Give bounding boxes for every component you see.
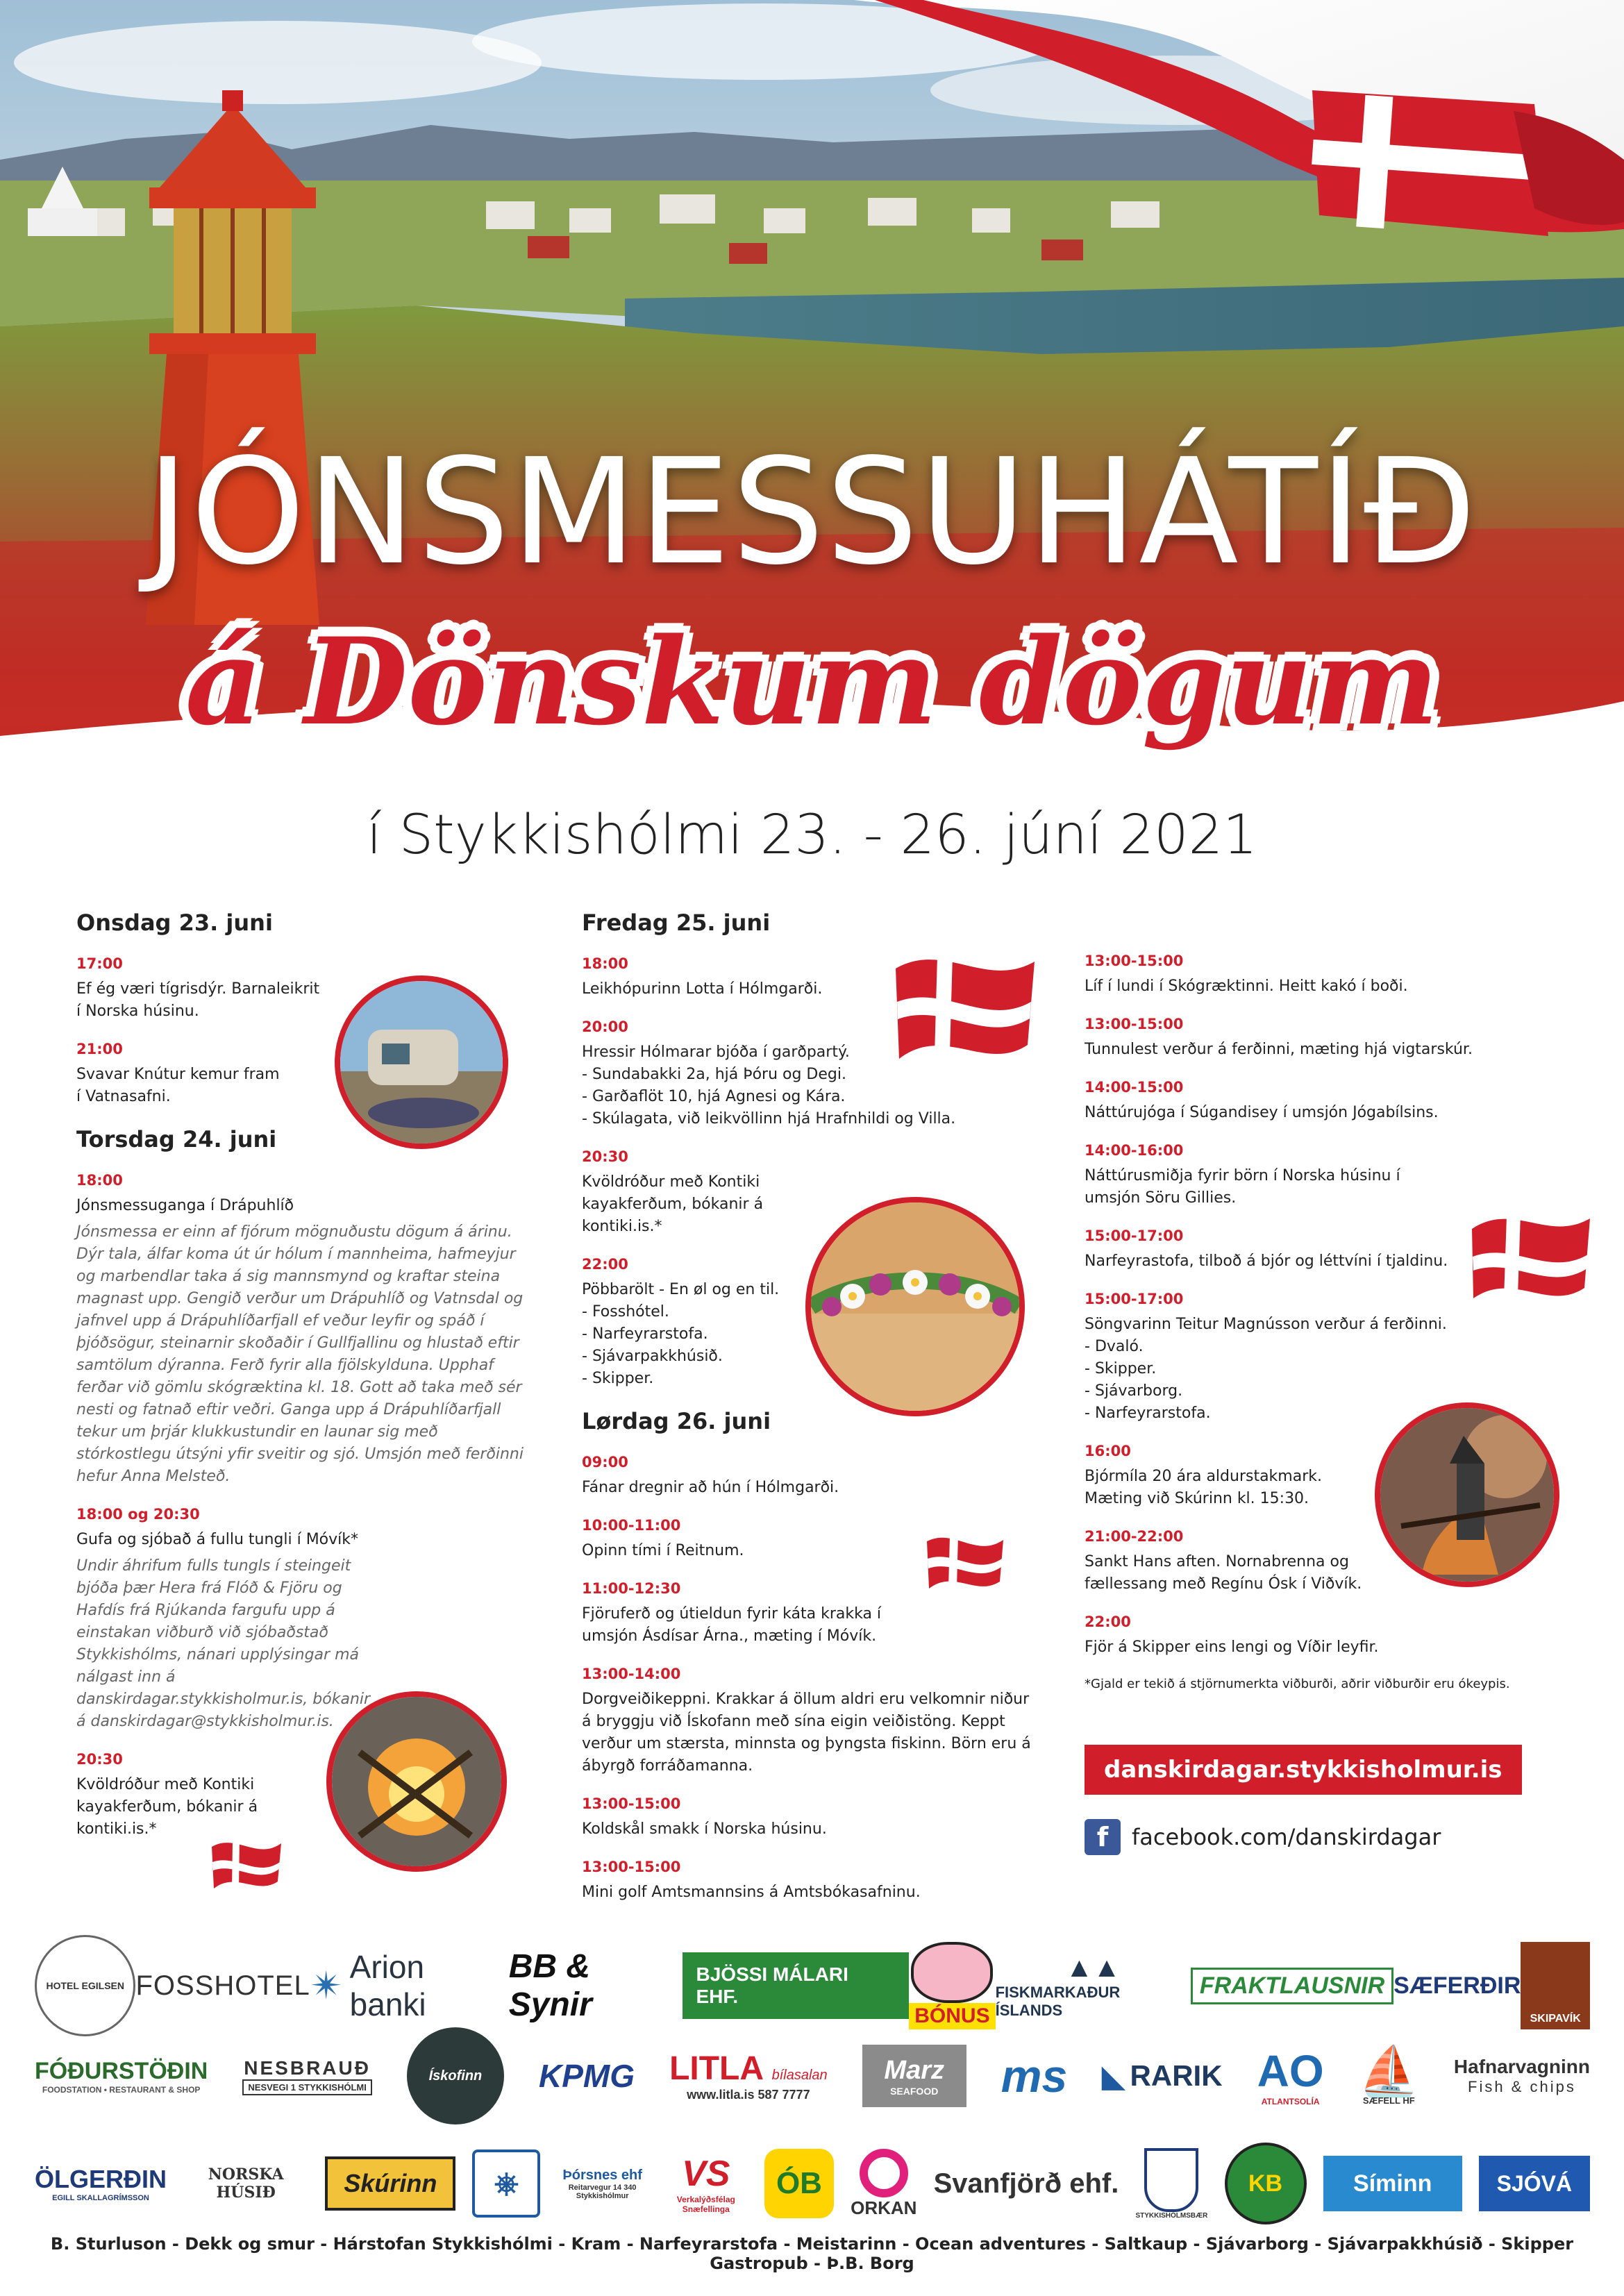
- event-text: Sankt Hans aften. Nornabrenna og fællessang með Regínu Ósk í Viðvík.: [1085, 1553, 1362, 1593]
- event-item: [582, 1454, 1040, 1499]
- event-text: Dorgveiðikeppni. Krakkar á öllum aldri eru velkomnir niður á bryggju við Ískofann með sína eigin veiðistöng. Keppt verður um stærsta, minnsta og þyngsta fiskinn. Börn eru á ábyrgð forráðamanna.: [582, 1691, 1031, 1775]
- crest-icon: [1144, 2148, 1198, 2212]
- event-item: [1085, 1016, 1557, 1061]
- event-item: [1085, 1528, 1362, 1595]
- event-time: 13:00-14:00: [582, 1666, 681, 1682]
- sponsor-logo: ✴ Arion banki: [310, 1949, 426, 2022]
- facebook-url: facebook.com/danskirdagar: [1132, 1824, 1441, 1850]
- orkan-ring-icon: [860, 2149, 908, 2197]
- event-time: 18:00: [76, 1172, 123, 1189]
- event-text: Narfeyrastofa, tilboð á bjór og léttvíni í tjaldinu.: [1085, 1252, 1448, 1270]
- event-text: Bjórmíla 20 ára aldurstakmark. Mæting við Skúrinn kl. 15:30.: [1085, 1468, 1322, 1507]
- event-time: 22:00: [582, 1256, 628, 1273]
- page-title: JÓNSMESSUHÁTÍÐ: [146, 427, 1478, 597]
- danish-flag-icon: [1465, 1201, 1597, 1315]
- event-time: 20:00: [582, 1019, 628, 1035]
- event-text: Tunnulest verður á ferðinni, mæting hjá vigtarskúr.: [1085, 1041, 1473, 1058]
- danish-flag-icon: [923, 1527, 1007, 1600]
- event-text: Fjör á Skipper eins lengi og Víðir leyfir.: [1085, 1639, 1379, 1656]
- event-item: [582, 1666, 1040, 1777]
- event-time: 21:00-22:00: [1085, 1528, 1184, 1545]
- event-time: 15:00-17:00: [1085, 1291, 1184, 1307]
- sponsor-logo: NESBRAUÐ NESVEGI 1 STYKKISHÓLMI: [242, 2057, 371, 2095]
- event-text: Fánar dregnir að hún í Hólmgarði.: [582, 1479, 839, 1496]
- list-item: - Sjávarpakkhúsið.: [582, 1346, 818, 1368]
- event-text: Söngvarinn Teitur Magnússon verður á ferðinni.: [1085, 1316, 1447, 1333]
- sponsor-logo: SÆFERÐIR: [1393, 1972, 1521, 1999]
- list-item: - Skipper.: [1085, 1358, 1557, 1380]
- event-time: 20:30: [76, 1751, 123, 1768]
- website-link[interactable]: danskirdagar.stykkisholmur.is: [1085, 1745, 1522, 1795]
- sponsor-row-1: [35, 1944, 1590, 2027]
- event-item: [582, 1795, 1040, 1841]
- event-text: Leikhópurinn Lotta í Hólmgarði.: [582, 980, 823, 998]
- event-item: [582, 1256, 818, 1390]
- sponsor-logo: FOSSHOTEL: [135, 1970, 310, 2001]
- flower-crown-photo: [805, 1197, 1025, 1416]
- sponsor-logo: ORKAN: [851, 2149, 916, 2219]
- ship-wheel-icon: ⎈: [472, 2150, 540, 2218]
- list-item: - Dvaló.: [1085, 1336, 1557, 1358]
- event-time: 13:00-15:00: [1085, 1016, 1184, 1032]
- list-item: - Fosshótel.: [582, 1301, 818, 1323]
- mountain-icon: ▲▲: [1065, 1952, 1121, 1983]
- facebook-link[interactable]: [1085, 1819, 1441, 1855]
- event-time: 22:00: [1085, 1614, 1131, 1630]
- event-item: [76, 1041, 285, 1108]
- sponsor-row-2: [35, 2027, 1590, 2125]
- event-text: Náttúrujóga í Súgandisey í umsjón Jógabílsins.: [1085, 1104, 1439, 1121]
- list-item: - Narfeyrarstofa.: [582, 1323, 818, 1346]
- event-time: 17:00: [76, 955, 123, 972]
- event-time: 18:00: [582, 955, 628, 972]
- event-item: [76, 1506, 382, 1733]
- sponsor-logo: KPMG: [539, 2058, 635, 2094]
- event-item: [76, 1172, 535, 1488]
- sponsor-logo: Skúrinn: [325, 2156, 455, 2211]
- event-text: Jónsmessuganga í Drápuhlíð: [76, 1197, 294, 1214]
- event-item: [1085, 1443, 1362, 1510]
- day-heading: Torsdag 24. juni: [76, 1126, 277, 1153]
- sponsor-logo: ms: [1001, 2050, 1068, 2102]
- pig-icon: [911, 1942, 993, 2003]
- event-item: [76, 955, 326, 1023]
- event-time: 13:00-15:00: [582, 1859, 681, 1875]
- sponsor-logo: Ískofinn: [407, 2027, 504, 2125]
- event-text: Svavar Knútur kemur fram í Vatnasafni.: [76, 1066, 280, 1105]
- event-item: [1085, 953, 1557, 998]
- list-item: - Narfeyrarstofa.: [1085, 1402, 1557, 1425]
- event-description: Undir áhrifum fulls tungls í steingeit bjóða þær Hera frá Flóð & Fjöru og Hafdís frá Rjúkanda fargufu upp á einstakan viðburð við sjóbaðstað Stykkishólms, nánari upplýsingar má nálgast inn á danskirdagar.stykkisholmur.is, bókanir á danskirdagar@stykkisholmur.is.: [76, 1557, 371, 1730]
- event-time: 14:00-16:00: [1085, 1142, 1184, 1159]
- witch-photo: [1375, 1402, 1559, 1587]
- list-item: - Skúlagata, við leikvöllinn hjá Hrafnhildi og Villa.: [582, 1108, 1040, 1130]
- event-text: Kvöldróður með Kontiki kayakferðum, bókanir á kontiki.is.*: [582, 1173, 764, 1235]
- campfire-photo: [326, 1691, 507, 1872]
- venue-list: [582, 1301, 818, 1390]
- sponsor-logo: Þórsnes ehf Reitarvegur 14 340 Stykkishólmur: [562, 2167, 642, 2200]
- event-time: 11:00-12:30: [582, 1580, 681, 1597]
- event-text: Mini golf Amtsmannsins á Amtsbókasafninu.: [582, 1884, 921, 1901]
- event-time: 13:00-15:00: [582, 1795, 681, 1812]
- event-item: [582, 1580, 908, 1648]
- event-text: Gufa og sjóbað á fullu tungli í Móvík*: [76, 1531, 359, 1548]
- sponsor-logo: FÓÐURSTÖÐIN FOODSTATION • RESTAURANT & SHOP: [35, 2057, 208, 2095]
- event-time: 13:00-15:00: [1085, 953, 1184, 969]
- day-heading: Onsdag 23. juni: [76, 910, 273, 936]
- event-item: [582, 1148, 811, 1238]
- sponsor-logo: Síminn: [1323, 2156, 1462, 2211]
- danish-flag-icon: [208, 1833, 285, 1898]
- sponsor-logo: KB: [1225, 2143, 1307, 2224]
- danish-flag-icon: [889, 941, 1041, 1075]
- sponsor-logo: SJÓVÁ: [1479, 2156, 1590, 2211]
- event-item: [582, 1859, 1040, 1904]
- event-description: Jónsmessa er einn af fjórum mögnuðustu dögum á árinu. Dýr tala, álfar koma út úr hólum í mannheima, hafmeyjur og marbendlar taka á sig mannsmynd og kraftar steina magnast upp. Gengið verður um Drápuhlíð og Vatnsdal og jafnvel upp á Drápuhlíðarfjall ef veður leyfir og spáð í þjóðsögur, steinarnir skoðaðir í Gullfjallinu og hlustað eftir samtölum dýranna. Ferð fyrir alla fjölskylduna. Upphaf ferðar við gömlu skógræktina kl. 18. Gott að taka með sér nesti og fatnað eftir veðri. Ganga upp á Drápuhlíðarfjall tekur um þrjár klukkustundir en launar sig með stórkostlegu útsýni yfir sveitir og sjó. Umsjón með ferðinni hefur Anna Melsteð.: [76, 1223, 524, 1485]
- event-item: [1085, 1614, 1557, 1659]
- event-text: Kvöldróður með Kontiki kayakferðum, bókanir á kontiki.is.*: [76, 1776, 258, 1838]
- sponsor-logo: FRAKTLAUSNIR: [1191, 1968, 1393, 2004]
- page-subtitle: á Dönskum dögum: [185, 611, 1439, 752]
- event-text: Líf í lundi í Skógræktinni. Heitt kakó í boði.: [1085, 978, 1408, 995]
- event-text: Pöbbarölt - En øl og en til.: [582, 1281, 780, 1298]
- event-time: 09:00: [582, 1454, 628, 1470]
- day-heading: Lørdag 26. juni: [582, 1408, 771, 1434]
- list-item: - Sjávarborg.: [1085, 1380, 1557, 1402]
- event-time: 18:00 og 20:30: [76, 1506, 200, 1523]
- sponsor-logo: VS Verkalýðsfélag Snæfellinga: [676, 2154, 735, 2214]
- list-item: - Garðaflöt 10, hjá Agnesi og Kára.: [582, 1086, 1040, 1108]
- sponsor-logo: ÓB: [764, 2149, 834, 2218]
- event-time: 16:00: [1085, 1443, 1131, 1459]
- event-item: [76, 1751, 326, 1841]
- event-text: Náttúrusmiðja fyrir börn í Norska húsinu í umsjón Söru Gillies.: [1085, 1167, 1400, 1207]
- day-heading: Fredag 25. juni: [582, 910, 771, 936]
- sponsor-logo: BÓNUS: [909, 1942, 995, 2029]
- sponsor-logo: Svanfjörð ehf.: [933, 2168, 1119, 2199]
- pricing-note: *Gjald er tekið á stjörnumerkta viðburði, aðrir viðburðir eru ókeypis.: [1085, 1677, 1510, 1691]
- rarik-icon: ◣: [1102, 2059, 1125, 2093]
- sponsor-logo: SKIPAVÍK: [1521, 1942, 1590, 2029]
- sponsor-logo: ▲▲ FISKMARKAÐUR ÍSLANDS: [995, 1952, 1121, 2019]
- sponsor-logo: ⛵ SÆFELL HF: [1358, 2043, 1419, 2106]
- sponsor-logo: HOTEL EGILSEN: [35, 1935, 135, 2036]
- event-time: 20:30: [582, 1148, 628, 1165]
- list-item: - Sundabakki 2a, hjá Þóru og Degi.: [582, 1064, 1040, 1086]
- sponsor-row-3: [35, 2138, 1590, 2229]
- sponsor-logo: NORSKA HÚSIÐ: [208, 2165, 284, 2202]
- sponsor-logo: LITLA bílasalan www.litla.is 587 7777: [669, 2050, 828, 2102]
- sponsor-logo: STYKKISHÓLMSBÆR: [1135, 2148, 1207, 2220]
- sailboat-icon: ⛵: [1358, 2043, 1419, 2098]
- sponsor-logo: Marz SEAFOOD: [862, 2045, 966, 2107]
- event-time: 10:00-11:00: [582, 1517, 681, 1534]
- arion-star-icon: ✴: [310, 1963, 343, 2007]
- sponsor-logo: ÖLGERÐIN EGILL SKALLAGRÍMSSON: [35, 2165, 167, 2202]
- event-dates: í Stykkishólmi 23. - 26. júní 2021: [367, 804, 1257, 866]
- facebook-icon: f: [1085, 1819, 1121, 1855]
- event-text: Koldskål smakk í Norska húsinu.: [582, 1820, 827, 1838]
- supporters-line: B. Sturluson - Dekk og smur - Hárstofan Stykkishólmi - Kram - Narfeyrarstofa - Meistarinn - Ocean adventures - Saltkaup - Sjávarborg - Sjávarpakkhúsið - Skipper Gastropub - Þ.B. Borg: [50, 2234, 1574, 2273]
- sponsor-logo: Hafnarvagninn Fish & chips: [1453, 2056, 1590, 2095]
- event-text: Ef ég væri tígrisdýr. Barnaleikrit í Norska húsinu.: [76, 980, 320, 1020]
- caravan-photo: [335, 975, 508, 1149]
- sponsor-logo: BJÖSSI MÁLARI EHF.: [683, 1952, 910, 2019]
- event-time: 15:00-17:00: [1085, 1227, 1184, 1244]
- event-text: Opinn tími í Reitnum.: [582, 1542, 744, 1559]
- sponsor-logo: ◣ RARIK: [1102, 2059, 1223, 2093]
- event-item: [1085, 1142, 1404, 1209]
- sponsor-logo: BB & Synir: [508, 1948, 592, 2023]
- event-text: Hressir Hólmarar bjóða í garðpartý.: [582, 1044, 850, 1061]
- event-time: 21:00: [76, 1041, 123, 1057]
- event-item: [1085, 1079, 1557, 1124]
- event-text: Fjöruferð og útieldun fyrir káta krakka í umsjón Ásdísar Árna., mæting í Móvík.: [582, 1605, 882, 1645]
- sponsor-logo: AO ATLANTSOLÍA: [1257, 2046, 1324, 2106]
- list-item: - Skipper.: [582, 1368, 818, 1390]
- event-time: 14:00-15:00: [1085, 1079, 1184, 1096]
